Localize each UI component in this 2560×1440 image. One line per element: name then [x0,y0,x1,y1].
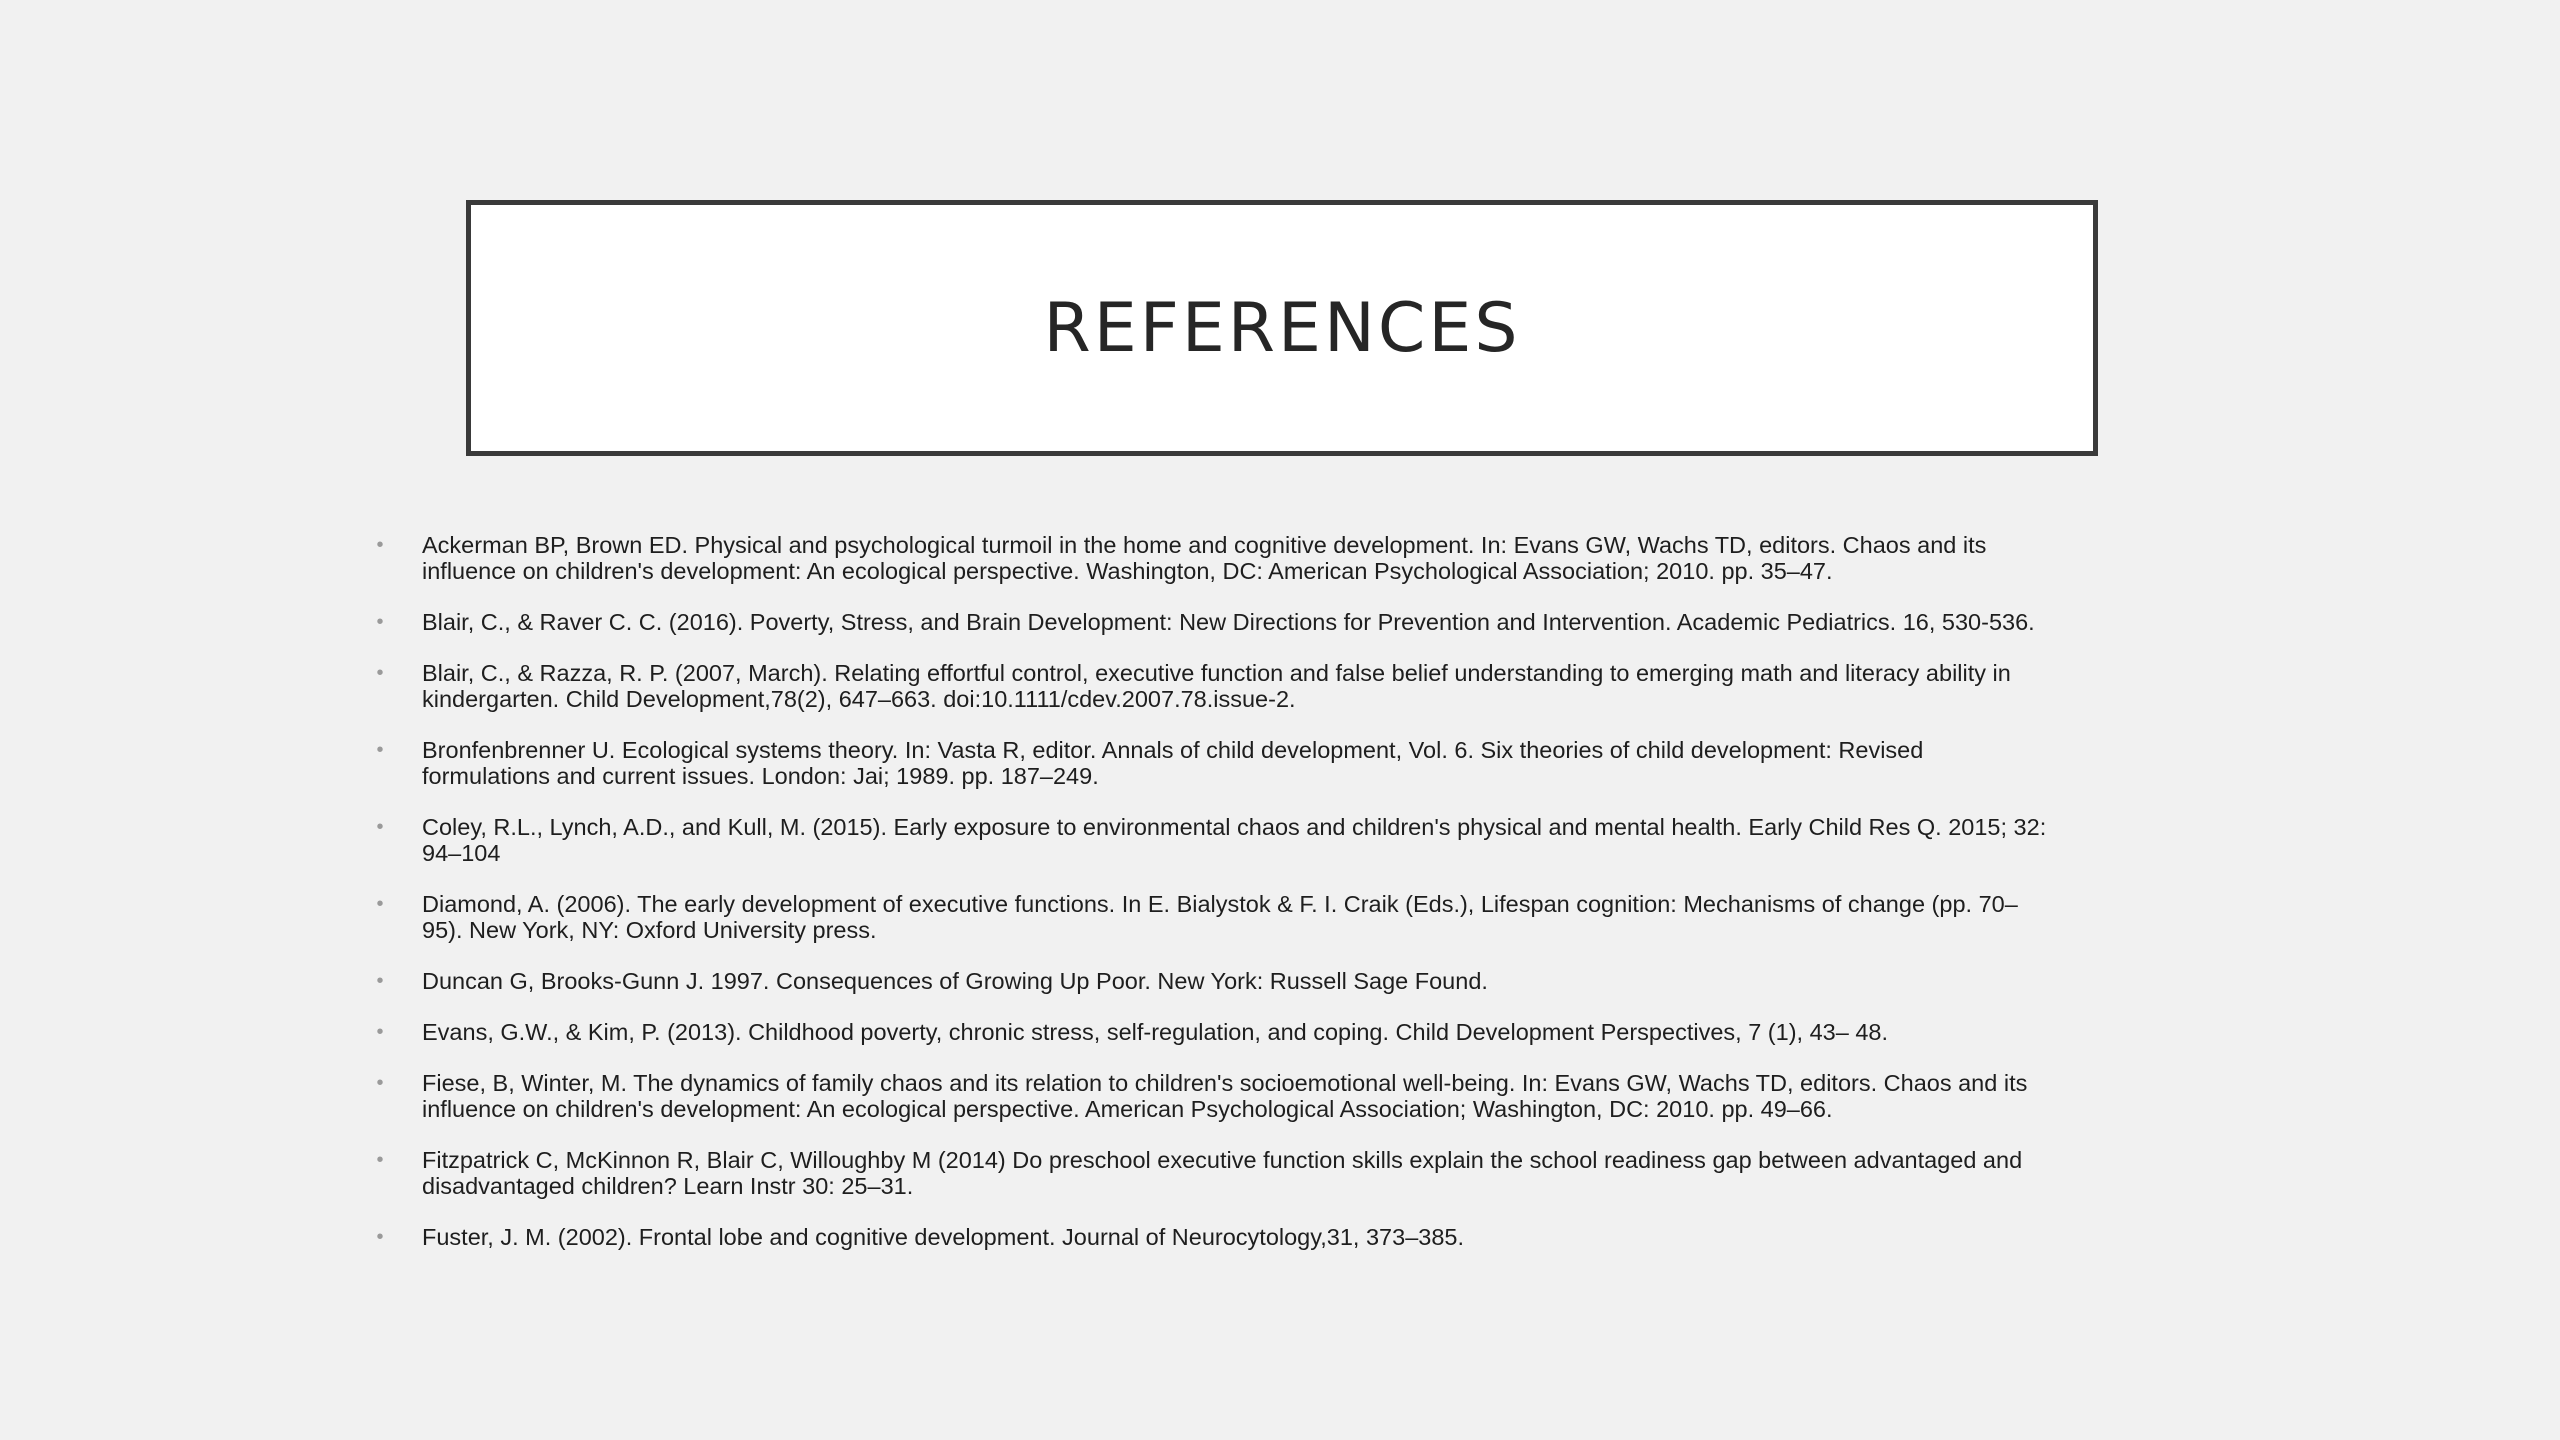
bullet-icon: • [376,970,384,992]
reference-text: Blair, C., & Razza, R. P. (2007, March). Relating effortful control, executive function and false belief understanding to emerging math and literacy ability in kindergarten. Child Development,78(2), 647–663. doi:10.1111/cdev.2007.78.issue-2. [422,660,2011,712]
reference-text: Blair, C., & Raver C. C. (2016). Poverty, Stress, and Brain Development: New Directions for Prevention and Intervention. Academic Pediatrics. 16, 530-536. [422,609,2035,635]
bullet-icon: • [376,534,384,556]
reference-item [370,532,2050,584]
reference-item [370,891,2050,943]
reference-item [370,609,2050,635]
slide-title: REFERENCES [1043,288,1521,368]
bullet-icon: • [376,611,384,633]
reference-item [370,660,2050,712]
reference-text: Bronfenbrenner U. Ecological systems theory. In: Vasta R, editor. Annals of child development, Vol. 6. Six theories of child development: Revised formulations and current issues. London: Jai; 1989. pp. 187–249. [422,737,1924,789]
bullet-icon: • [376,662,384,684]
reference-text: Fiese, B, Winter, M. The dynamics of family chaos and its relation to children's socioemotional well-being. In: Evans GW, Wachs TD, editors. Chaos and its influence on children's development: An ecological perspective. American Psychological Association; Washington, DC: 2010. pp. 49–66. [422,1070,2028,1122]
bullet-icon: • [376,1021,384,1043]
reference-item [370,737,2050,789]
reference-item [370,1224,2050,1250]
reference-item [370,814,2050,866]
reference-text: Duncan G, Brooks-Gunn J. 1997. Consequences of Growing Up Poor. New York: Russell Sage Found. [422,968,1488,994]
bullet-icon: • [376,1072,384,1094]
bullet-icon: • [376,1226,384,1248]
reference-text: Ackerman BP, Brown ED. Physical and psychological turmoil in the home and cognitive development. In: Evans GW, Wachs TD, editors. Chaos and its influence on children's development: An ecological perspective. Washington, DC: American Psychological Association; 2010. pp. 35–47. [422,532,1987,584]
bullet-icon: • [376,1149,384,1171]
reference-list [370,532,2050,1275]
reference-item [370,1019,2050,1045]
reference-item [370,1147,2050,1199]
reference-text: Diamond, A. (2006). The early development of executive functions. In E. Bialystok & F. I. Craik (Eds.), Lifespan cognition: Mechanisms of change (pp. 70–95). New York, NY: Oxford University press. [422,891,2018,943]
title-box [466,200,2098,456]
reference-text: Coley, R.L., Lynch, A.D., and Kull, M. (2015). Early exposure to environmental chaos and children's physical and mental health. Early Child Res Q. 2015; 32: 94–104 [422,814,2047,866]
reference-text: Evans, G.W., & Kim, P. (2013). Childhood poverty, chronic stress, self-regulation, and coping. Child Development Perspectives, 7 (1), 43– 48. [422,1019,1888,1045]
reference-text: Fuster, J. M. (2002). Frontal lobe and cognitive development. Journal of Neurocytology,31, 373–385. [422,1224,1464,1250]
bullet-icon: • [376,739,384,761]
reference-text: Fitzpatrick C, McKinnon R, Blair C, Willoughby M (2014) Do preschool executive function skills explain the school readiness gap between advantaged and disadvantaged children? Learn Instr 30: 25–31. [422,1147,2023,1199]
reference-item [370,1070,2050,1122]
bullet-icon: • [376,816,384,838]
reference-item [370,968,2050,994]
bullet-icon: • [376,893,384,915]
